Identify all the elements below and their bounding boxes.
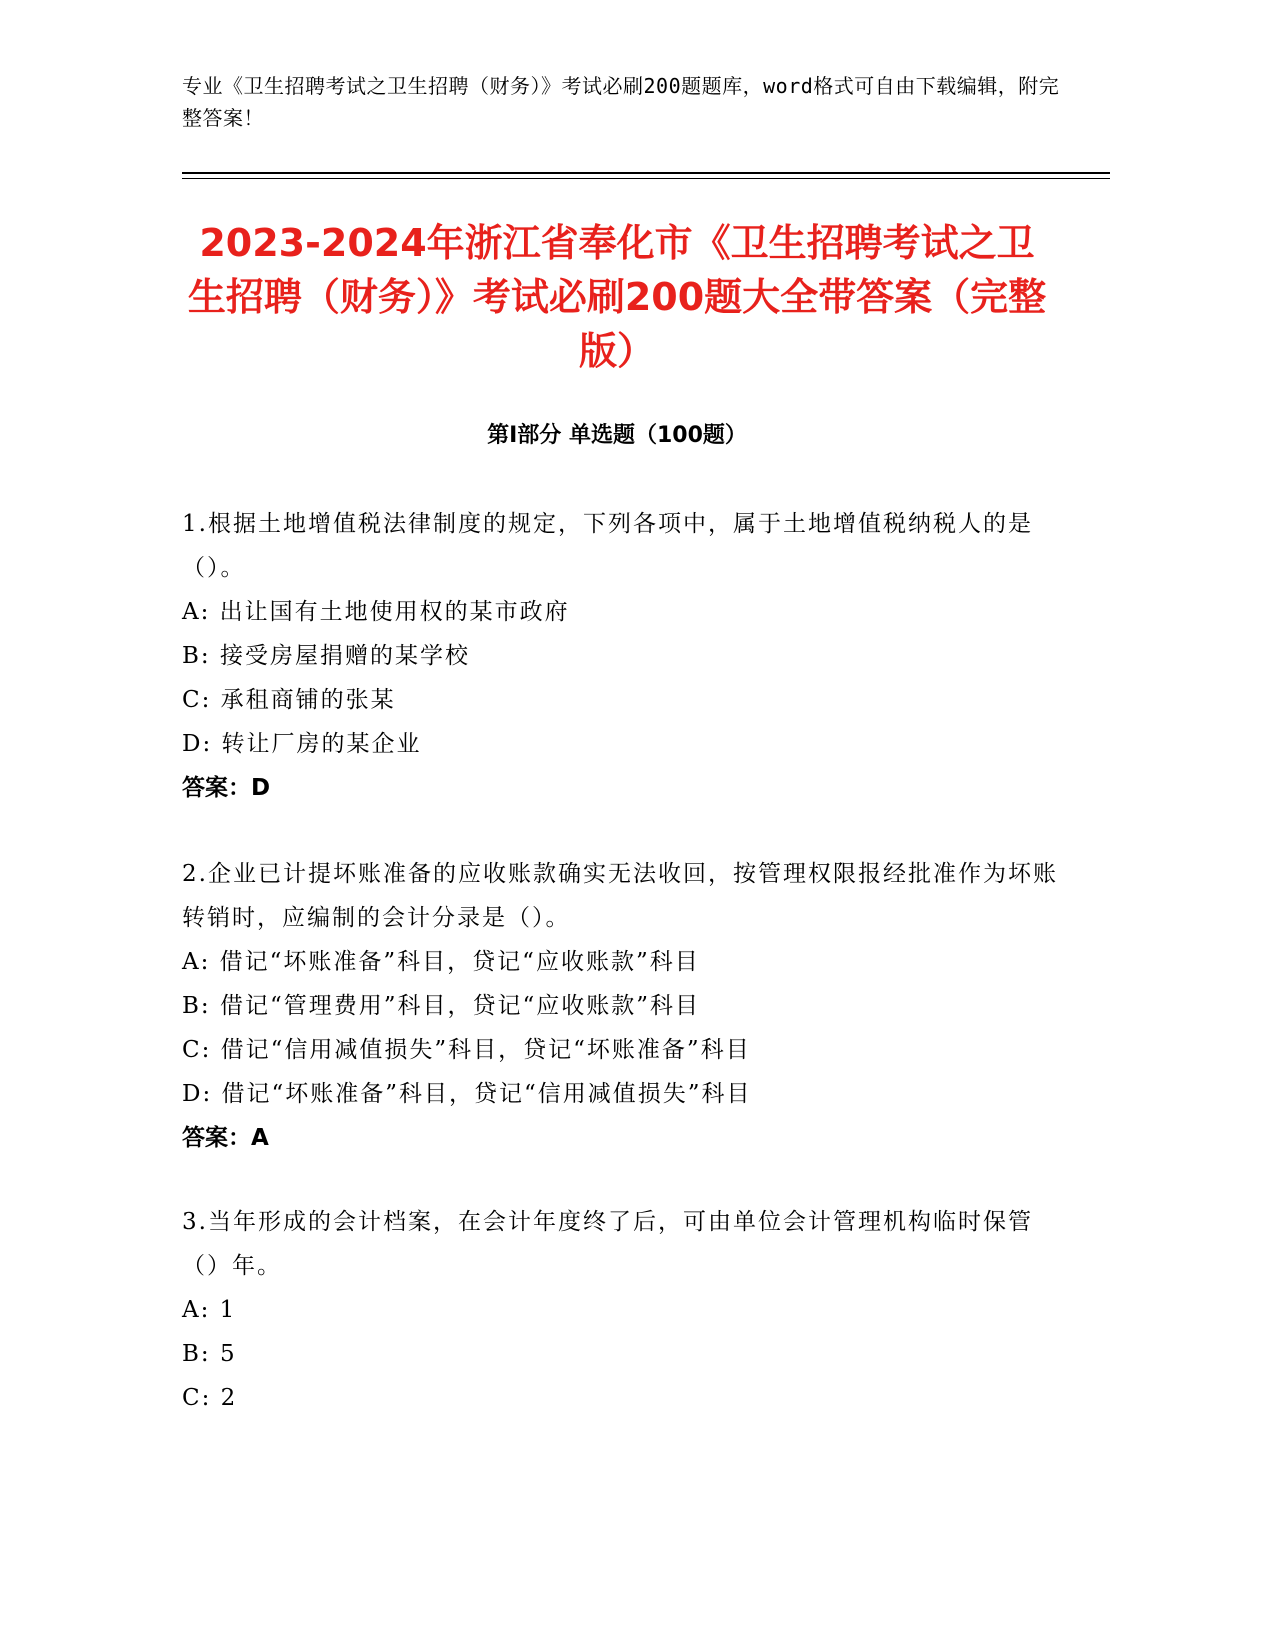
question-stem: 3.当年形成的会计档案，在会计年度终了后，可由单位会计管理机构临时保管（）年。 (182, 1209, 1033, 1279)
option-c: C: 借记“信用减值损失”科目，贷记“坏账准备”科目 (182, 1037, 751, 1063)
question-1 (182, 502, 1062, 810)
option-a: A: 借记“坏账准备”科目，贷记“应收账款”科目 (182, 949, 700, 975)
header-divider-thin (182, 178, 1110, 179)
document-title: 2023-2024年浙江省奉化市《卫生招聘考试之卫生招聘（财务）》考试必刷200题大全带答案（完整版） (187, 221, 1047, 373)
option-a: A: 出让国有土地使用权的某市政府 (182, 599, 570, 625)
header-divider-thick (182, 172, 1110, 174)
question-stem: 1.根据土地增值税法律制度的规定，下列各项中，属于土地增值税纳税人的是（）。 (182, 511, 1033, 581)
question-2 (182, 852, 1062, 1160)
option-a: A: 1 (182, 1297, 237, 1323)
option-c: C: 承租商铺的张某 (182, 687, 396, 713)
question-3 (182, 1200, 1062, 1420)
option-d: D: 转让厂房的某企业 (182, 731, 422, 757)
section-title: 第I部分 单选题（100题） (487, 423, 747, 448)
option-c: C: 2 (182, 1385, 238, 1411)
answer: 答案：A (182, 1125, 269, 1151)
option-b: B: 接受房屋捐赠的某学校 (182, 643, 470, 669)
option-b: B: 5 (182, 1341, 237, 1367)
question-stem: 2.企业已计提坏账准备的应收账款确实无法收回，按管理权限报经批准作为坏账转销时，应编制的会计分录是（）。 (182, 861, 1058, 931)
option-b: B: 借记“管理费用”科目，贷记“应收账款”科目 (182, 993, 700, 1019)
option-d: D: 借记“坏账准备”科目，贷记“信用减值损失”科目 (182, 1081, 752, 1107)
header-note: 专业《卫生招聘考试之卫生招聘（财务）》考试必刷200题题库，word格式可自由下载编辑，附完整答案！ (182, 74, 1060, 130)
answer: 答案：D (182, 775, 271, 801)
